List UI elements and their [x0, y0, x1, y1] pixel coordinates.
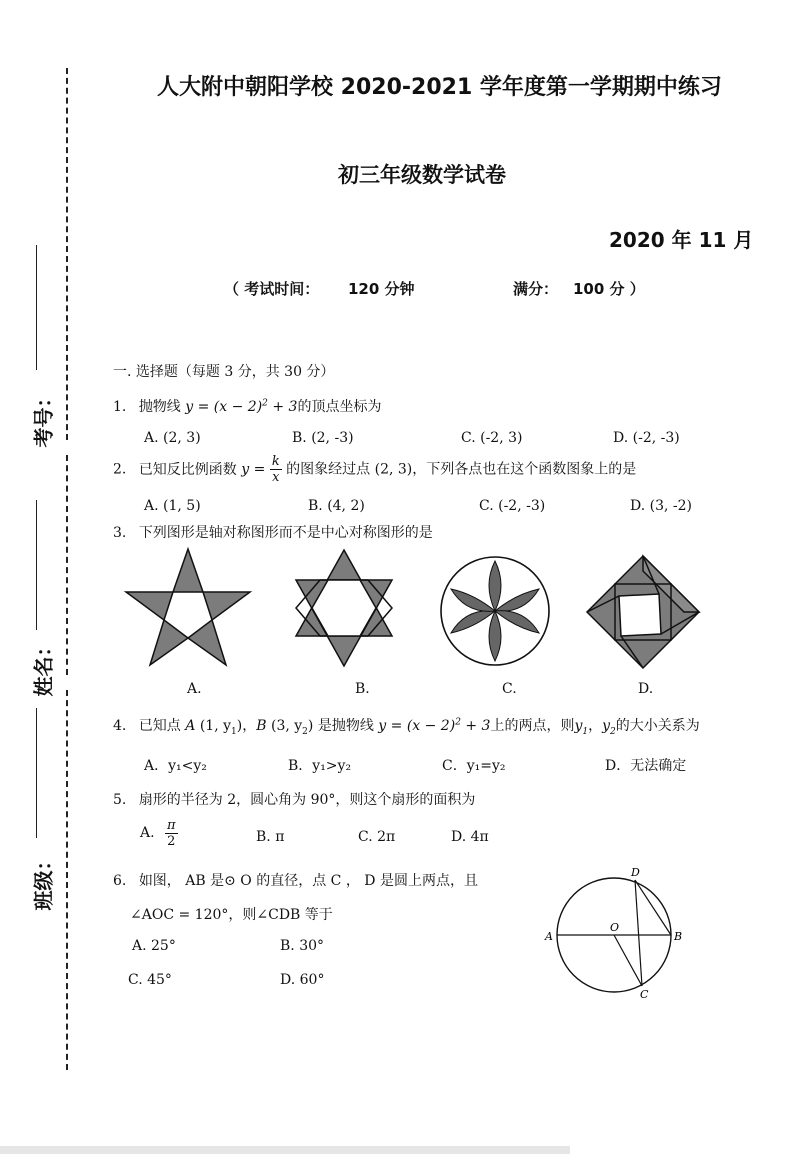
- q6-chord-oc: [614, 935, 642, 986]
- question-5: [113, 789, 475, 809]
- q3-option-b[interactable]: B.: [355, 681, 370, 697]
- page-subtitle: 初三年级数学试卷: [338, 163, 506, 187]
- exam-time-label: （ 考试时间：: [224, 280, 320, 298]
- exam-time-value: 120 分钟: [348, 280, 415, 298]
- q2-option-c[interactable]: C. (-2, -3): [479, 498, 546, 514]
- q4-option-d[interactable]: D．无法确定: [605, 758, 687, 774]
- q1-formula: $y = (x - 2)^2 + 3$: [185, 398, 298, 415]
- q4-option-c[interactable]: C．y₁=y₂: [442, 758, 506, 774]
- q6-option-b[interactable]: B. 30°: [280, 938, 325, 954]
- q4-comma: ，: [588, 718, 603, 734]
- q2-y-eq: y =: [241, 461, 266, 478]
- q4-coord-a: (1, y: [195, 718, 232, 734]
- class-line: [36, 708, 37, 838]
- q6-line2: ∠AOC = 120°，则∠CDB 等于: [130, 907, 333, 923]
- question-1: [113, 396, 381, 416]
- q5-option-d[interactable]: D. 4π: [451, 829, 489, 845]
- full-score-label: 满分：: [513, 280, 559, 298]
- q4-post2: 的大小关系为: [615, 718, 700, 734]
- q6-number: 6.: [113, 873, 127, 889]
- q3-figure-c-flower-circle[interactable]: [438, 555, 552, 667]
- q5-number: 5.: [113, 792, 127, 808]
- exam-no-label: 考号：: [31, 387, 56, 448]
- q4-option-a[interactable]: A．y₁<y₂: [144, 758, 207, 774]
- q1-pre: 抛物线: [138, 399, 181, 415]
- q3-option-c[interactable]: C.: [502, 681, 517, 697]
- q4-sub-b: 2: [302, 726, 308, 737]
- exam-no-line: [36, 245, 37, 370]
- q4-y2: $y_2$: [602, 718, 616, 737]
- q5-option-a[interactable]: [140, 818, 178, 849]
- name-label: 姓名：: [31, 636, 56, 697]
- q6-label-a: A: [545, 930, 553, 943]
- class-label: 班级：: [31, 850, 56, 911]
- q4-coord-b: (3, y: [266, 718, 303, 734]
- q6-circle-figure: [540, 862, 690, 1004]
- exam-date: 2020 年 11 月: [609, 228, 754, 252]
- q6-option-a[interactable]: A. 25°: [132, 938, 176, 954]
- q5-text: 扇形的半径为 2，圆心角为 90°，则这个扇形的面积为: [138, 792, 476, 808]
- q2-pre: 已知反比例函数: [138, 461, 237, 478]
- q4-point-b: B: [256, 718, 267, 734]
- q5-option-c[interactable]: C. 2π: [358, 829, 396, 845]
- q4-number: 4.: [113, 718, 127, 734]
- q3-figure-d-square-pinwheel[interactable]: [585, 554, 701, 670]
- q3-figure-b-hexagram[interactable]: [288, 546, 400, 670]
- question-3: [113, 522, 433, 542]
- q4-point-a: A: [185, 718, 196, 734]
- q6-label-c: C: [640, 988, 649, 1001]
- q4-option-b[interactable]: B．y₁>y₂: [288, 758, 352, 774]
- q5-option-a-label: A.: [140, 825, 155, 841]
- q4-pre: 已知点: [138, 718, 181, 734]
- q4-post: 上的两点，则: [490, 718, 575, 734]
- q6-option-d[interactable]: D. 60°: [280, 972, 325, 988]
- q4-close-a: )，: [236, 718, 257, 734]
- question-4: [113, 715, 700, 737]
- q1-post: 的顶点坐标为: [297, 399, 382, 415]
- q1-option-a[interactable]: A. (2, 3): [144, 430, 201, 446]
- name-line: [36, 500, 37, 630]
- question-2: [113, 454, 636, 485]
- q6-label-d: D: [631, 866, 640, 879]
- binding-dashed-line-mid: [66, 455, 68, 675]
- full-score-value: 100 分 ）: [573, 280, 645, 298]
- q4-sub-a: 1: [231, 726, 237, 737]
- q2-option-a[interactable]: A. (1, 5): [144, 498, 201, 514]
- binding-dashed-line-top: [66, 68, 68, 440]
- binding-dashed-line-bottom: [66, 690, 68, 1070]
- q1-option-b[interactable]: B. (2, -3): [292, 430, 354, 446]
- q3-option-a[interactable]: A.: [187, 681, 202, 697]
- q3-number: 3.: [113, 525, 127, 541]
- q2-number: 2.: [113, 461, 127, 478]
- q1-number: 1.: [113, 399, 127, 415]
- q2-option-b[interactable]: B. (4, 2): [308, 498, 365, 514]
- question-6-line1: [113, 870, 478, 890]
- q5-option-a-fraction: $\frac{\pi}{2}$: [167, 818, 176, 849]
- q6-label-b: B: [674, 930, 683, 943]
- q6-label-o: O: [610, 921, 620, 934]
- q2-option-d[interactable]: D. (3, -2): [630, 498, 692, 514]
- q6-chord-dc: [635, 880, 642, 986]
- q2-post: 的图象经过点 (2, 3)，下列各点也在这个函数图象上的是: [286, 461, 637, 478]
- q3-figure-a-star[interactable]: [122, 546, 254, 672]
- q4-formula: $y = (x - 2)^2 + 3$: [378, 717, 491, 734]
- q6-line1: 如图， AB 是⊙ O 的直径，点 C ， D 是圆上两点，且: [138, 873, 478, 889]
- q6-option-c[interactable]: C. 45°: [128, 972, 172, 988]
- q2-fraction: $\frac{k}{x}$: [271, 454, 280, 485]
- q6-chord-db: [635, 880, 671, 935]
- q4-close-b: ) 是抛物线: [307, 718, 374, 734]
- q1-option-d[interactable]: D. (-2, -3): [613, 430, 680, 446]
- page-title: 人大附中朝阳学校 2020-2021 学年度第一学期期中练习: [157, 75, 722, 100]
- q4-y1: $y_1$: [574, 718, 589, 737]
- section-heading: 一. 选择题（每题 3 分，共 30 分）: [113, 364, 335, 380]
- q5-option-b[interactable]: B. π: [256, 829, 285, 845]
- bottom-scroll-bar: [0, 1146, 570, 1154]
- q3-text: 下列图形是轴对称图形而不是中心对称图形的是: [138, 525, 433, 541]
- q1-option-c[interactable]: C. (-2, 3): [461, 430, 523, 446]
- q3-option-d[interactable]: D.: [638, 681, 654, 697]
